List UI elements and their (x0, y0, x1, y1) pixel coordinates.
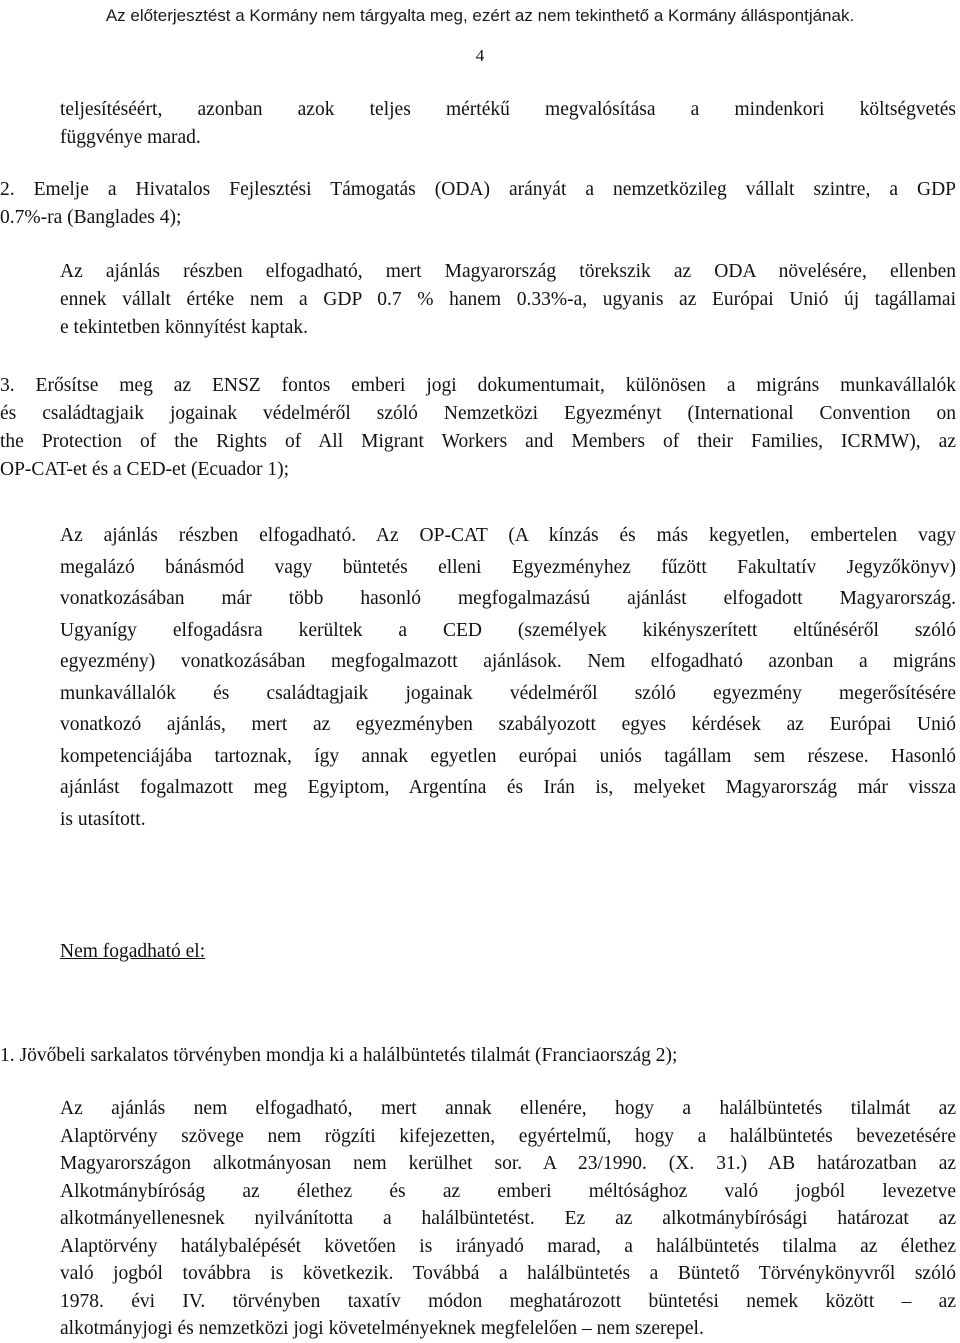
text-line: Alaptörvény hatálybalépését követően is irányadó marad, a halálbüntetés tilalma az élethez (60, 1235, 956, 1257)
text-line: Alkotmánybíróság az élethez és az emberi méltósághoz való jogból levezetve (60, 1180, 956, 1202)
text-line: munkavállalók és családtagjaik jogainak védelméről szóló egyezmény megerősítésére (60, 682, 956, 704)
text-line: teljesítéséért, azonban azok teljes mértékű megvalósítása a mindenkori költségvetés (60, 99, 956, 120)
text-line: ennek vállalt értéke nem a GDP 0.7 % hanem 0.33%-a, ugyanis az Európai Unió új tagállamai (60, 289, 956, 310)
recommendation-item-2 (0, 176, 956, 232)
response-item-3 (60, 520, 956, 835)
text-line: Az ajánlás részben elfogadható, mert Magyarország törekszik az ODA növelésére, ellenben (60, 261, 956, 282)
text-line: való jogból továbbra is következik. Továbbá a halálbüntetés a Büntető Törvénykönyvről szóló (60, 1263, 956, 1284)
recommendation-not-accepted-1 (0, 1042, 956, 1070)
text-line: 1. Jövőbeli sarkalatos törvényben mondja ki a halálbüntetés tilalmát (Franciaország 2); (0, 1045, 678, 1066)
text-line: alkotmányjogi és nemzetközi jogi követelményeknek megfelelően – nem szerepel. (60, 1318, 704, 1339)
text-line: függvénye marad. (60, 127, 201, 148)
text-line: e tekintetben könnyítést kaptak. (60, 317, 309, 338)
text-line: kompetenciájába tartoznak, így annak egyetlen európai uniós tagállam sem részese. Hasonló (60, 745, 956, 767)
text-line: vonatkozásában már több hasonló megfogalmazású ajánlást elfogadott Magyarország. (60, 588, 956, 609)
text-line: 3. Erősítse meg az ENSZ fontos emberi jogi dokumentumait, különösen a migráns munkavállalók (0, 375, 956, 396)
text-line: Alaptörvény szövege nem rögzíti kifejezetten, egyértelmű, hogy a halálbüntetés bevezetésére (60, 1125, 956, 1147)
text-line: megalázó bánásmód vagy büntetés elleni Egyezményhez fűzött Fakultatív Jegyzőkönyv) (60, 556, 956, 578)
text-line: is utasított. (60, 808, 146, 830)
text-line: Ugyanígy elfogadásra kerültek a CED (személyek kikényszerített eltűnéséről szóló (60, 619, 956, 641)
text-line: alkotmányellenesnek nyilvánította a halálbüntetést. Ez az alkotmánybírósági határozat az (60, 1208, 956, 1229)
section-heading-not-accepted: Nem fogadható el: (60, 941, 206, 962)
text-line: OP-CAT-et és a CED-et (Ecuador 1); (0, 459, 289, 480)
text-line: 0.7%-ra (Banglades 4); (0, 207, 182, 228)
text-line: 1978. évi IV. törvényben taxatív módon meghatározott büntetési nemek között – az (60, 1290, 956, 1312)
text-line: és családtagjaik jogainak védelméről szóló Nemzetközi Egyezményt (International Convention on (0, 403, 956, 424)
text-line: Magyarországon alkotmányosan nem kerülhet sor. A 23/1990. (X. 31.) AB határozatban az (60, 1153, 956, 1174)
text-line: vonatkozó ajánlás, mert az egyezményben szabályozott egyes kérdések az Európai Unió (60, 714, 956, 735)
text-line: 2. Emelje a Hivatalos Fejlesztési Támogatás (ODA) arányát a nemzetközileg vállalt szintre, a GDP (0, 179, 956, 200)
text-line: Az ajánlás részben elfogadható. Az OP-CAT (A kínzás és más kegyetlen, embertelen vagy (60, 525, 956, 546)
response-item-2 (60, 258, 956, 342)
text-line: ajánlást fogalmazott meg Egyiptom, Argentína és Irán is, melyeket Magyarország már vissza (60, 777, 956, 798)
text-line: egyezmény) vonatkozásában megfogalmazott ajánlások. Nem elfogadható azonban a migráns (60, 651, 956, 672)
paragraph-continuation (60, 96, 956, 152)
recommendation-item-3 (0, 372, 956, 484)
page-number: 4 (475, 46, 485, 65)
text-line: the Protection of the Rights of All Migrant Workers and Members of their Families, ICRMW), az (0, 431, 956, 452)
text-line: Az ajánlás nem elfogadható, mert annak ellenére, hogy a halálbüntetés tilalmát az (60, 1098, 956, 1119)
response-not-accepted-1 (60, 1095, 956, 1343)
document-notice-header: Az előterjesztést a Kormány nem tárgyalta meg, ezért az nem tekinthető a Kormány álláspontjának. (105, 6, 855, 25)
